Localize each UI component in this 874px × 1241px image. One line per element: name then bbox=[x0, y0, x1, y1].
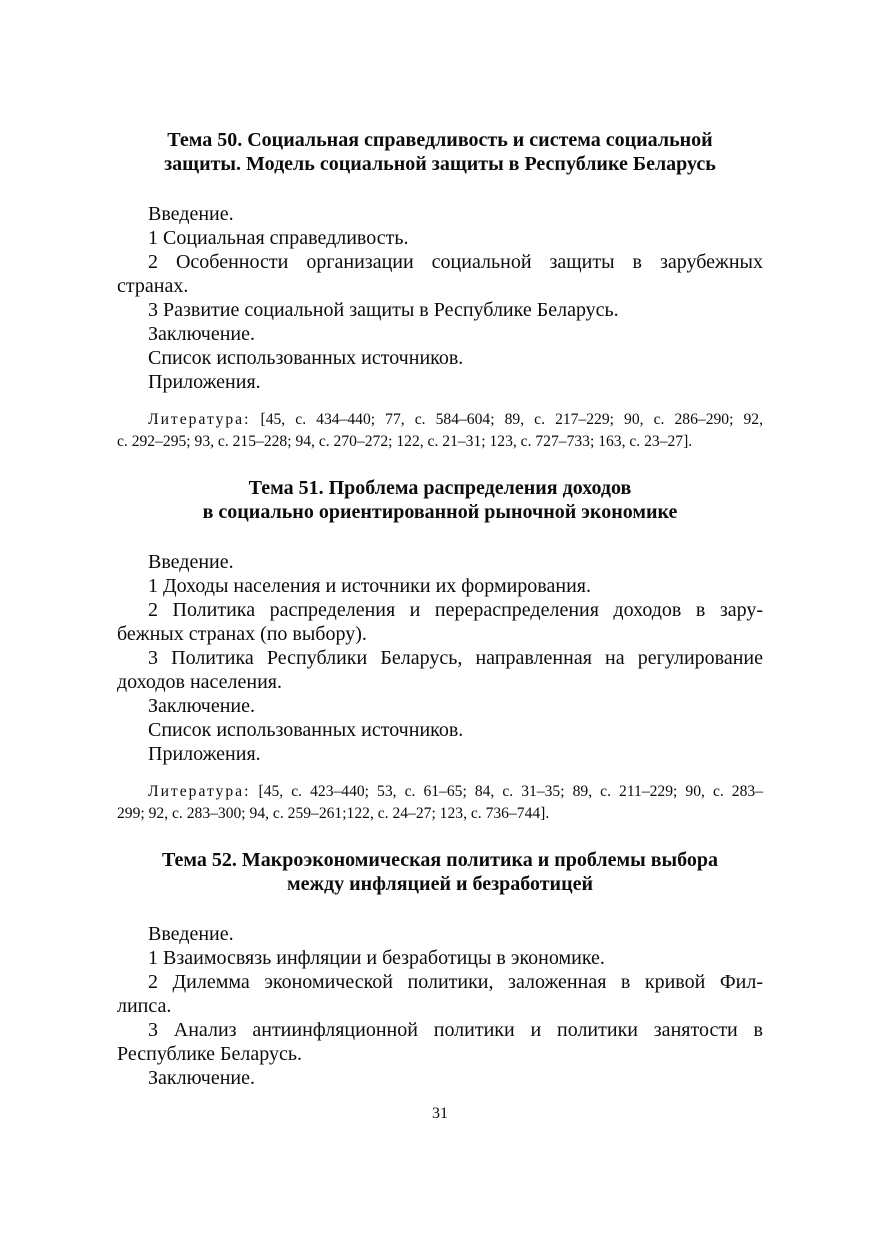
title-line: Тема 52. Макроэкономическая политика и проблемы выбора bbox=[161, 849, 719, 871]
outline-line: 1 Доходы населения и источники их формирования. bbox=[148, 575, 591, 597]
outline-line: Заключение. bbox=[148, 695, 255, 717]
outline-line: Введение. bbox=[148, 203, 234, 225]
topic-50-literature bbox=[117, 409, 763, 453]
outline-line: 3 Анализ антиинфляционной политики и политики занятости в bbox=[148, 1019, 763, 1041]
page-number: 31 bbox=[432, 1105, 448, 1122]
outline-line: Список использованных источников. bbox=[148, 719, 464, 741]
outline-line: Введение. bbox=[148, 551, 234, 573]
topic-section-50 bbox=[117, 128, 763, 453]
literature-line bbox=[117, 409, 763, 431]
topic-section-51 bbox=[117, 476, 763, 825]
literature-refs: [45, с. 423–440; 53, с. 61–65; 84, с. 31–35; 89, с. 211–229; 90, с. 283– bbox=[258, 783, 763, 800]
literature-line: 299; 92, с. 283–300; 94, с. 259–261;122, с. 24–27; 123, с. 736–744]. bbox=[117, 805, 550, 822]
title-line: в социально ориентированной рыночной экономике bbox=[202, 501, 678, 523]
literature-label: Литература: bbox=[148, 783, 251, 800]
literature-line: с. 292–295; 93, с. 215–228; 94, с. 270–272; 122, с. 21–31; 123, с. 727–733; 163, с. 23–27]. bbox=[117, 433, 693, 450]
outline-line: 1 Социальная справедливость. bbox=[148, 227, 409, 249]
outline-line: Республике Беларусь. bbox=[117, 1043, 302, 1065]
topic-50-outline bbox=[117, 202, 763, 394]
topic-51-outline bbox=[117, 550, 763, 766]
outline-line: 3 Развитие социальной защиты в Республике Беларусь. bbox=[148, 299, 619, 321]
outline-line: Введение. bbox=[148, 923, 234, 945]
topic-51-literature bbox=[117, 781, 763, 825]
outline-line: 2 Политика распределения и перераспределения доходов в зару- bbox=[148, 599, 763, 621]
topic-section-52 bbox=[117, 848, 763, 1090]
outline-line: 1 Взаимосвязь инфляции и безработицы в экономике. bbox=[148, 947, 605, 969]
outline-line: Приложения. bbox=[148, 371, 261, 393]
title-line: между инфляцией и безработицей bbox=[286, 873, 594, 895]
topic-51-title bbox=[117, 476, 763, 524]
title-line: Тема 50. Социальная справедливость и система социальной bbox=[167, 129, 713, 151]
literature-refs: [45, с. 434–440; 77, с. 584–604; 89, с. 217–229; 90, с. 286–290; 92, bbox=[260, 411, 763, 428]
topic-52-title bbox=[117, 848, 763, 896]
topic-50-title bbox=[117, 128, 763, 176]
outline-line: Заключение. bbox=[148, 1067, 255, 1089]
topic-52-outline bbox=[117, 922, 763, 1090]
outline-line: Заключение. bbox=[148, 323, 255, 345]
outline-line: Приложения. bbox=[148, 743, 261, 765]
outline-line: 3 Политика Республики Беларусь, направленная на регулирование bbox=[148, 647, 763, 669]
literature-label: Литература: bbox=[148, 411, 251, 428]
outline-line: бежных странах (по выбору). bbox=[117, 623, 367, 645]
outline-line: 2 Дилемма экономической политики, заложенная в кривой Фил- bbox=[148, 971, 763, 993]
literature-line bbox=[117, 781, 763, 803]
outline-line: липса. bbox=[117, 995, 172, 1017]
page-content bbox=[117, 128, 763, 1124]
outline-line: 2 Особенности организации социальной защиты в зарубежных bbox=[148, 251, 763, 273]
outline-line: Список использованных источников. bbox=[148, 347, 464, 369]
title-line: защиты. Модель социальной защиты в Республике Беларусь bbox=[164, 153, 716, 175]
title-line: Тема 51. Проблема распределения доходов bbox=[248, 477, 632, 499]
outline-line: странах. bbox=[117, 275, 189, 297]
outline-line: доходов населения. bbox=[117, 671, 282, 693]
